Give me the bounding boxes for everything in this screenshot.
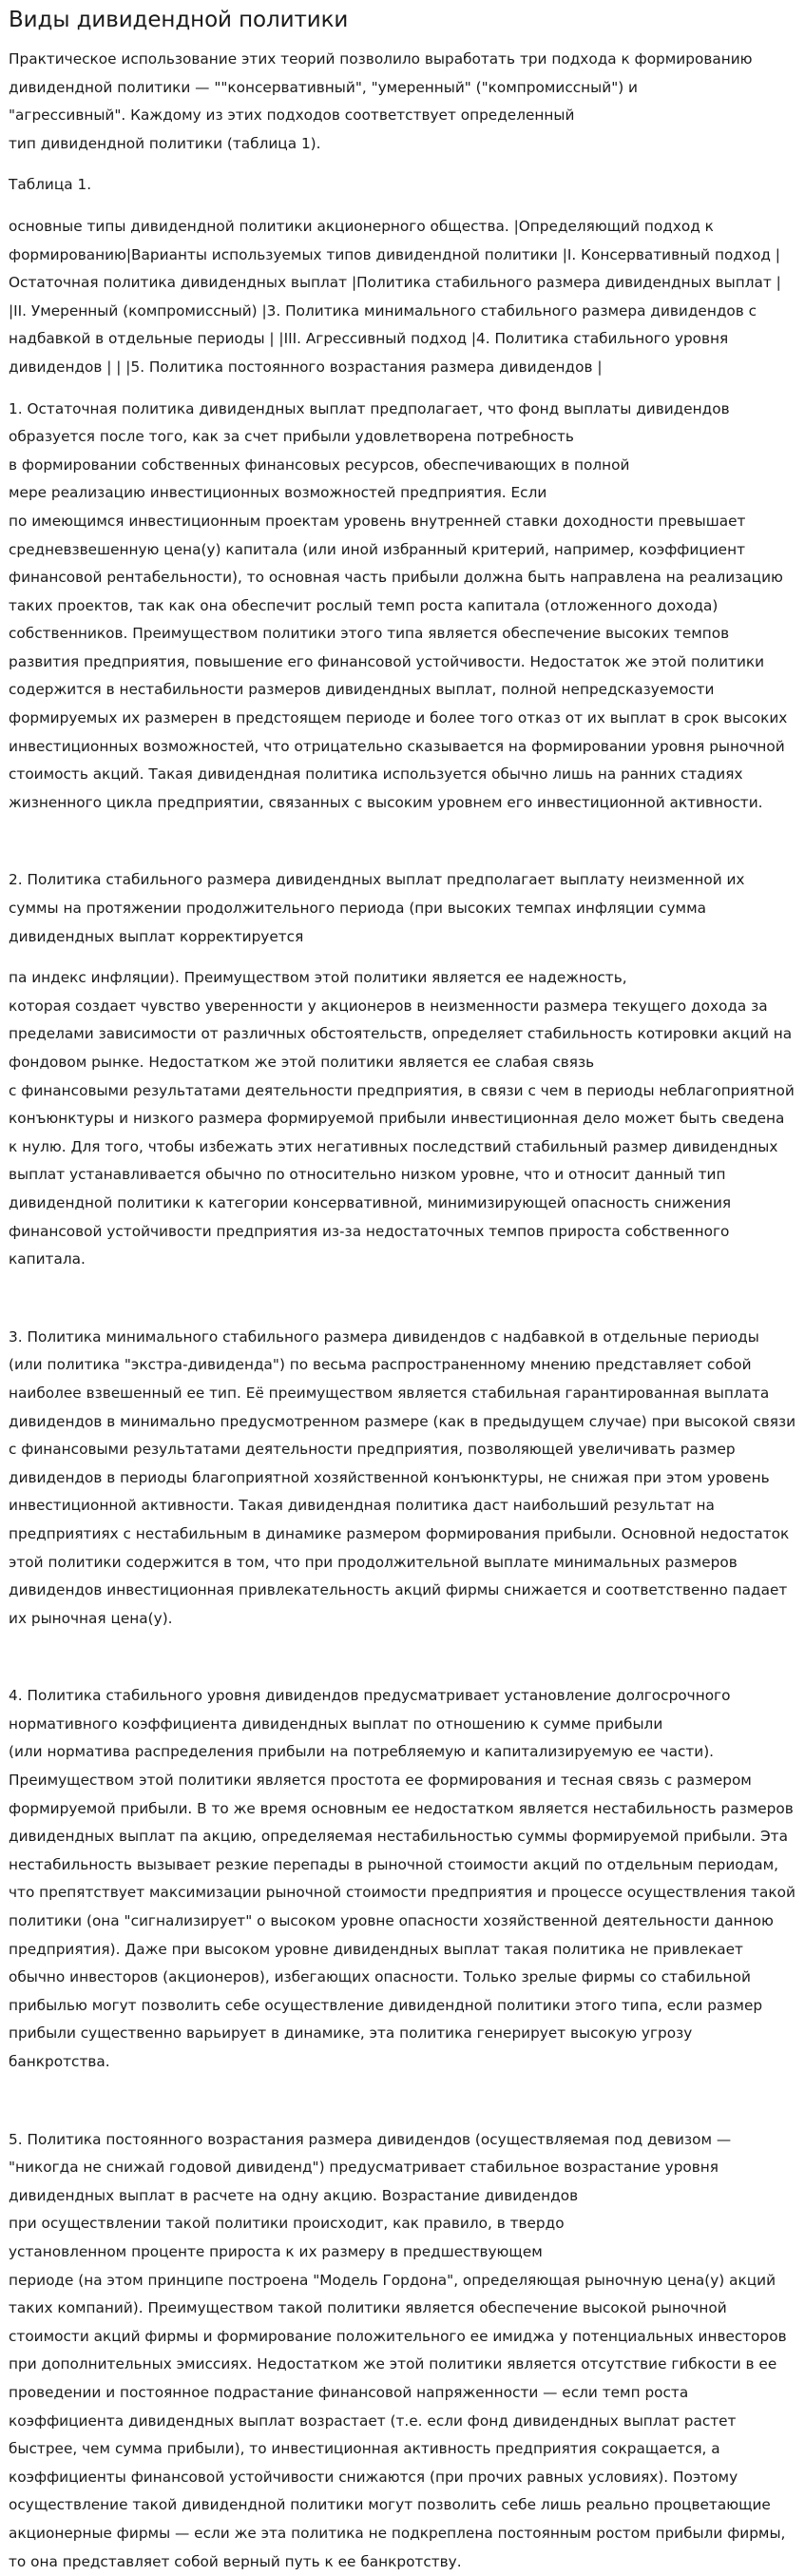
section-growing-dividend-policy: 5. Политика постоянного возрастания размера дивидендов (осуществляемая под девизом — "никогда не снижай годовой дивиденд") предусматривает стабильное возрастание уровня дивидендных выплат в расчете на одну акцию. Возрастание дивидендов при осуществлении такой политики происходит, как правило, в твердо установленном проценте прироста к их размеру в предшествующем периоде (на этом принципе построена "Модель Гордона", определяющая рыночную цена(у) акций таких компаний). Преимуществом такой политики является обеспечение высокой рыночной стоимости акций фирмы и формирование положительного ее имиджа у потенциальных инвесторов при дополнительных эмиссиях. Недостатком же этой политики является отсутствие гибкости в ее проведении и постоянное подрастание финансовой напряженности — если темп роста коэффициента дивидендных выплат возрастает (т.е. если фонд дивидендных выплат растет быстрее, чем сумма прибыли), то инвестиционная активность предприятия сокращается, а коэффициенты финансовой устойчивости снижаются (при прочих равных условиях). Поэтому осуществление такой дивидендной политики могут позволить себе лишь реально процветающие акционерные фирмы — если же эта политика не подкреплена постоянным ростом прибыли фирмы, то она представляет собой верный путь к ее банкротству. [9,2130,787,2570]
section-stable-dividend-policy-start: 2. Политика стабильного размера дивидендных выплат предполагает выплату неизменной их суммы на протяжении продолжительного периода (при высоких темпах инфляции сумма дивидендных выплат корректируется [9,871,745,945]
table-caption: Таблица 1. [9,176,92,194]
intro-paragraph: Практическое использование этих теорий позволило выработать три подхода к формированию дивидендной политики — ""консервативный", "умеренный" ("компромиссный") и "агрессивный". Каждому из этих подходов соответствует определенный тип дивидендной политики (таблица 1). [9,50,753,152]
page-title: Виды дивидендной политики [9,8,349,32]
section-extra-dividend-policy: 3. Политика минимального стабильного размера дивидендов с надбавкой в отдельные периоды (или политика "экстра-дивиденда") по весьма распространенному мнению представляет собой наиболее взвешенный ее тип. Её преимуществом является стабильная гарантированная выплата дивидендов в минимально предусмотренном размере (как в предыдущем случае) при высокой связи с финансовыми результатами деятельности предприятия, позволяющей увеличивать размер дивидендов в периоды благоприятной хозяйственной конъюнктуры, не снижая при этом уровень инвестиционной активности. Такая дивидендная политика даст наибольший результат на предприятиях с нестабильным в динамике размером формирования прибыли. Основной недостаток этой политики содержится в том, что при продолжительной выплате минимальных размеров дивидендов инвестиционная привлекательность акций фирмы снижается и соответственно падает их рыночная цена(у). [9,1327,796,1627]
table-text: основные типы дивидендной политики акционерного общества. |Определяющий подход к формированию|Варианты используемых типов дивидендной политики |I. Консервативный подход |Остаточная политика дивидендных выплат |Политика стабильного размера дивидендных выплат | |II. Умеренный (компромиссный) |3. Политика минимального стабильного размера дивидендов с надбавкой в отдельные периоды | |III. Агрессивный подход |4. Политика стабильного уровня дивидендов | | |5. Политика постоянного возрастания размера дивидендов | [9,217,781,376]
section-stable-level-policy: 4. Политика стабильного уровня дивидендов предусматривает установление долгосрочного нормативного коэффициента дивидендных выплат по отношению к сумме прибыли (или норматива распределения прибыли на потребляемую и капитализируемую ее части). Преимуществом этой политики является простота ее формирования и тесная связь с размером формируемой прибыли. В то же время основным ее недостатком является нестабильность размеров дивидендных выплат па акцию, определяемая нестабильностью суммы формируемой прибыли. Эта нестабильность вызывает резкие перепады в рыночной стоимости акций по отдельным периодам, что препятствует максимизации рыночной стоимости предприятия и процессе осуществления такой политики (она "сигнализирует" о высоком уровне опасности хозяйственной деятельности данною предприятия). Даже при высоком уровне дивидендных выплат такая политика не привлекает обычно инвесторов (акционеров), избегающих опасности. Только зрелые фирмы со стабильной прибылью могут позволить себе осуществление дивидендной политики этого типа, если размер прибыли существенно варьирует в динамике, эта политика генерирует высокую угрозу банкротства. [9,1687,795,2070]
section-residual-policy: 1. Остаточная политика дивидендных выплат предполагает, что фонд выплаты дивидендов образуется после того, как за счет прибыли удовлетворена потребность в формировании собственных финансовых ресурсов, обеспечивающих в полной мере реализацию инвестиционных возможностей предприятия. Если по имеющимся инвестиционным проектам уровень внутренней ставки доходности превышает средневзвешенную цена(у) капитала (или иной избранный критерий, например, коэффициент финансовой рентабельности), то основная часть прибыли должна быть направлена на реализацию таких проектов, так как она обеспечит рослый темп роста капитала (отложенного дохода) собственников. Преимуществом политики этого типа является обеспечение высоких темпов развития предприятия, повышение его финансовой устойчивости. Недостаток же этой политики содержится в нестабильности размеров дивидендных выплат, полной непредсказуемости формируемых их размерен в предстоящем периоде и более того отказ от их выплат в срок высоких инвестиционных возможностей, что отрицательно сказывается на формировании уровня рыночной стоимость акций. Такая дивидендная политика используется обычно лишь на ранних стадиях жизненного цикла предприятии, связанных с высоким уровнем его инвестиционной активности. [9,399,788,811]
section-stable-dividend-policy-continued: па индекс инфляции). Преимуществом этой политики является ее надежность, которая создает чувство уверенности у акционеров в неизменности размера текущего дохода за пределами зависимости от различных обстоятельств, определяет стабильность котировки акций на фондовом рынке. Недостатком же этой политики является ее слабая связь с финансовыми результатами деятельности предприятия, в связи с чем в периоды неблагоприятной конъюнктуры и низкого размера формируемой прибыли инвестиционная дело может быть сведена к нулю. Для того, чтобы избежать этих негативных последствий стабильный размер дивидендных выплат устанавливается обычно по относительно низком уровне, что и относит данный тип дивидендной политики к категории консервативной, минимизирующей опасность снижения финансовой устойчивости предприятия из-за недостаточных темпов прироста собственного капитала. [9,969,795,1269]
